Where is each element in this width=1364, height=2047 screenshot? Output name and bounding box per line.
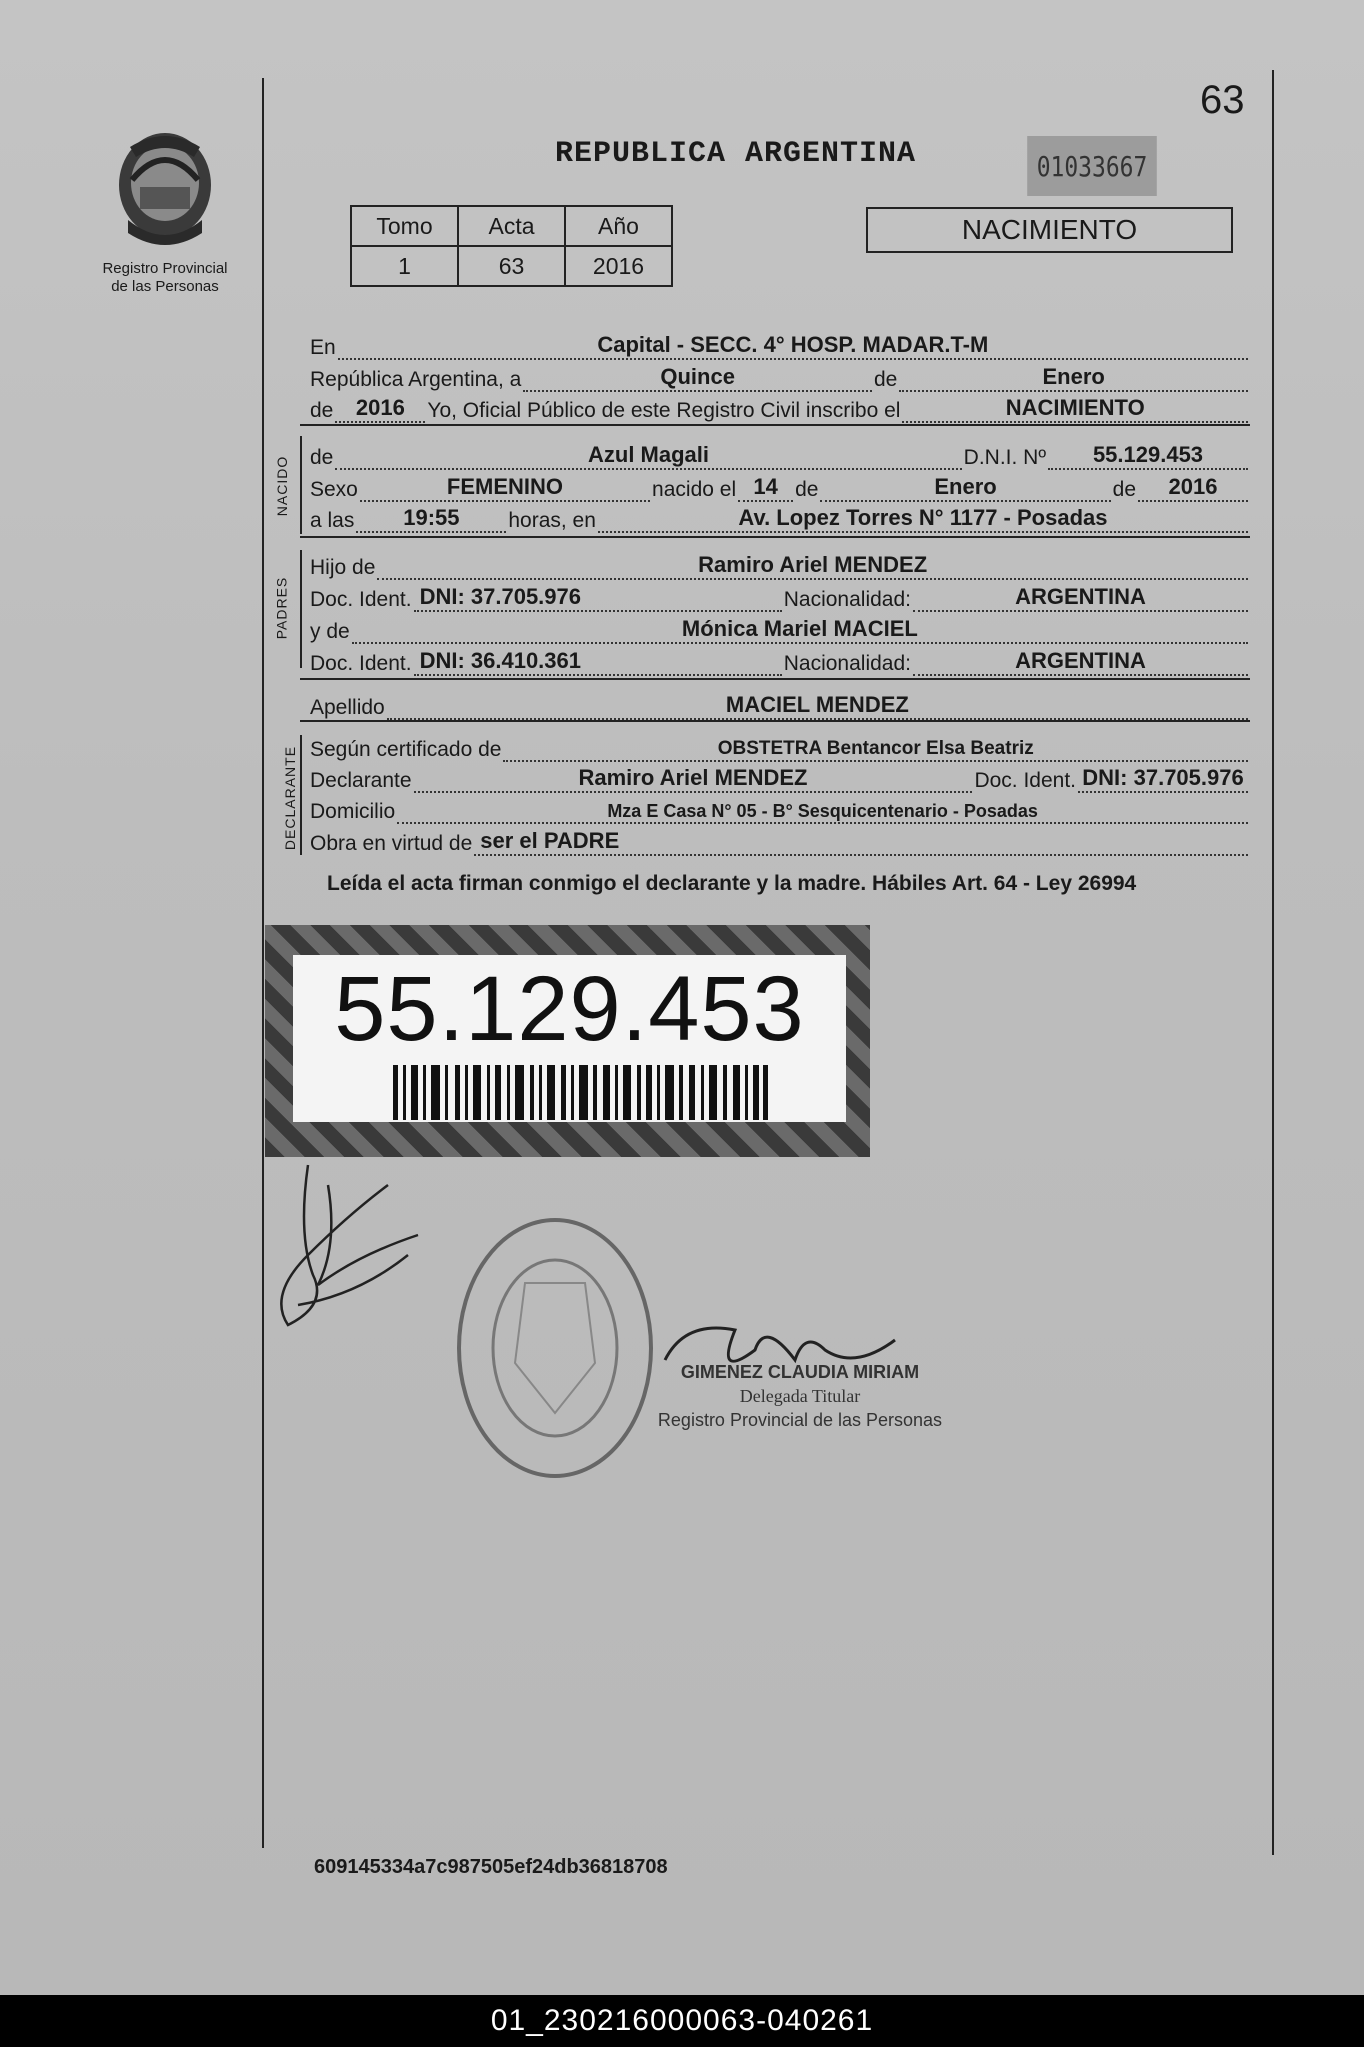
born-day: 14 xyxy=(753,474,778,499)
born-month: Enero xyxy=(934,474,997,499)
book-value-acta: 63 xyxy=(458,246,565,286)
stamp-id-number: 55.129.453 xyxy=(334,958,805,1060)
reason-row: Obra en virtud de ser el PADRE xyxy=(310,826,1250,856)
mother-doc: DNI: 36.410.361 xyxy=(419,648,581,673)
official-seal-icon xyxy=(455,1213,655,1483)
declarant-address: Mza E Casa N° 05 - B° Sesquicentenario - Posadas xyxy=(607,801,1038,821)
province-shield-icon xyxy=(110,125,220,255)
newborn-name-row: de Azul Magali D.N.I. Nº 55.129.453 xyxy=(310,440,1250,470)
certificate-issuer: OBSTETRA Bentancor Elsa Beatriz xyxy=(717,738,1034,759)
document-hash: 609145334a7c987505ef24db36818708 xyxy=(314,1856,668,1878)
newborn-time-row: a las 19:55 horas, en Av. Lopez Torres N° 1177 - Posadas xyxy=(310,503,1250,533)
newborn-name: Azul Magali xyxy=(588,442,710,467)
book-header-tomo: Tomo xyxy=(351,206,458,246)
left-margin-line xyxy=(262,78,264,1848)
place-row: En Capital - SECC. 4° HOSP. MADAR.T-M xyxy=(310,330,1250,360)
declarant-signature-icon xyxy=(268,1155,448,1345)
official-name: GIMENEZ CLAUDIA MIRIAM xyxy=(680,1362,920,1382)
mother-nationality: ARGENTINA xyxy=(1015,648,1146,673)
official-org: Registro Provincial de las Personas xyxy=(657,1410,943,1430)
born-time: 19:55 xyxy=(403,505,460,530)
official-block xyxy=(650,1360,950,1432)
declarant-name: Ramiro Ariel MENDEZ xyxy=(578,765,808,790)
father-name: Ramiro Ariel MENDEZ xyxy=(698,552,928,577)
record-type-box: NACIMIENTO xyxy=(866,207,1233,253)
father-doc: DNI: 37.705.976 xyxy=(419,584,581,609)
newborn-sex-row: Sexo FEMENINO nacido el 14 de Enero de 2016 xyxy=(310,472,1250,502)
registry-name: Registro Provincial de las Personas xyxy=(102,260,228,295)
father-nationality: ARGENTINA xyxy=(1015,584,1146,609)
born-year: 2016 xyxy=(1168,474,1218,499)
date-row: República Argentina, a Quince de Enero xyxy=(310,362,1250,392)
declarant-row: Declarante Ramiro Ariel MENDEZ Doc. Ident. DNI: 37.705.976 xyxy=(310,763,1250,793)
father-row: Hijo de Ramiro Ariel MENDEZ xyxy=(310,550,1250,580)
right-margin-line xyxy=(1272,70,1274,1855)
scan-footer: 01_230216000063-040261 xyxy=(0,1995,1364,2047)
barcode-icon xyxy=(393,1065,768,1120)
page-number: 63 xyxy=(1200,78,1245,122)
father-doc-row: Doc. Ident. DNI: 37.705.976 Nacionalidad: ARGENTINA xyxy=(310,582,1250,612)
id-number-stamp xyxy=(265,925,870,1157)
mother-doc-row: Doc. Ident. DNI: 36.410.361 Nacionalidad: ARGENTINA xyxy=(310,646,1250,676)
legal-text: Leída el acta firman conmigo el declarante y la madre. Hábiles Art. 64 - Ley 26994 xyxy=(327,872,1137,895)
year-value: 2016 xyxy=(355,395,405,420)
page-title: REPUBLICA ARGENTINA xyxy=(555,137,917,171)
place-value: Capital - SECC. 4° HOSP. MADAR.T-M xyxy=(597,332,989,357)
official-role: Delegada Titular xyxy=(739,1386,861,1406)
section-label-padres: PADRES xyxy=(273,576,290,640)
section-label-nacido: NACIDO xyxy=(274,455,291,517)
book-header-acta: Acta xyxy=(458,206,565,246)
newborn-dni: 55.129.453 xyxy=(1092,442,1204,467)
book-header-anio: Año xyxy=(565,206,672,246)
surname-row: Apellido MACIEL MENDEZ xyxy=(310,690,1250,720)
book-value-anio: 2016 xyxy=(565,246,672,286)
surname-value: MACIEL MENDEZ xyxy=(725,692,909,717)
mother-row: y de Mónica Mariel MACIEL xyxy=(310,614,1250,644)
serial-number: 01033667 xyxy=(1027,136,1157,196)
certificate-row: Según certificado de OBSTETRA Bentancor Elsa Beatriz xyxy=(310,732,1250,762)
section-label-declarante: DECLARANTE xyxy=(282,745,299,851)
year-row: de 2016 Yo, Oficial Público de este Registro Civil inscribo el NACIMIENTO xyxy=(310,393,1250,423)
mother-name: Mónica Mariel MACIEL xyxy=(681,616,918,641)
book-table xyxy=(350,205,673,287)
month-value: Enero xyxy=(1042,364,1105,389)
registered-event: NACIMIENTO xyxy=(1005,395,1145,420)
registry-logo xyxy=(100,125,230,296)
newborn-sex: FEMENINO xyxy=(446,474,564,499)
declarant-reason: ser el PADRE xyxy=(480,828,620,853)
book-value-tomo: 1 xyxy=(351,246,458,286)
born-address: Av. Lopez Torres N° 1177 - Posadas xyxy=(738,505,1108,530)
address-row: Domicilio Mza E Casa N° 05 - B° Sesquicentenario - Posadas xyxy=(310,794,1250,824)
declarant-doc: DNI: 37.705.976 xyxy=(1082,765,1244,790)
day-value: Quince xyxy=(660,364,735,389)
